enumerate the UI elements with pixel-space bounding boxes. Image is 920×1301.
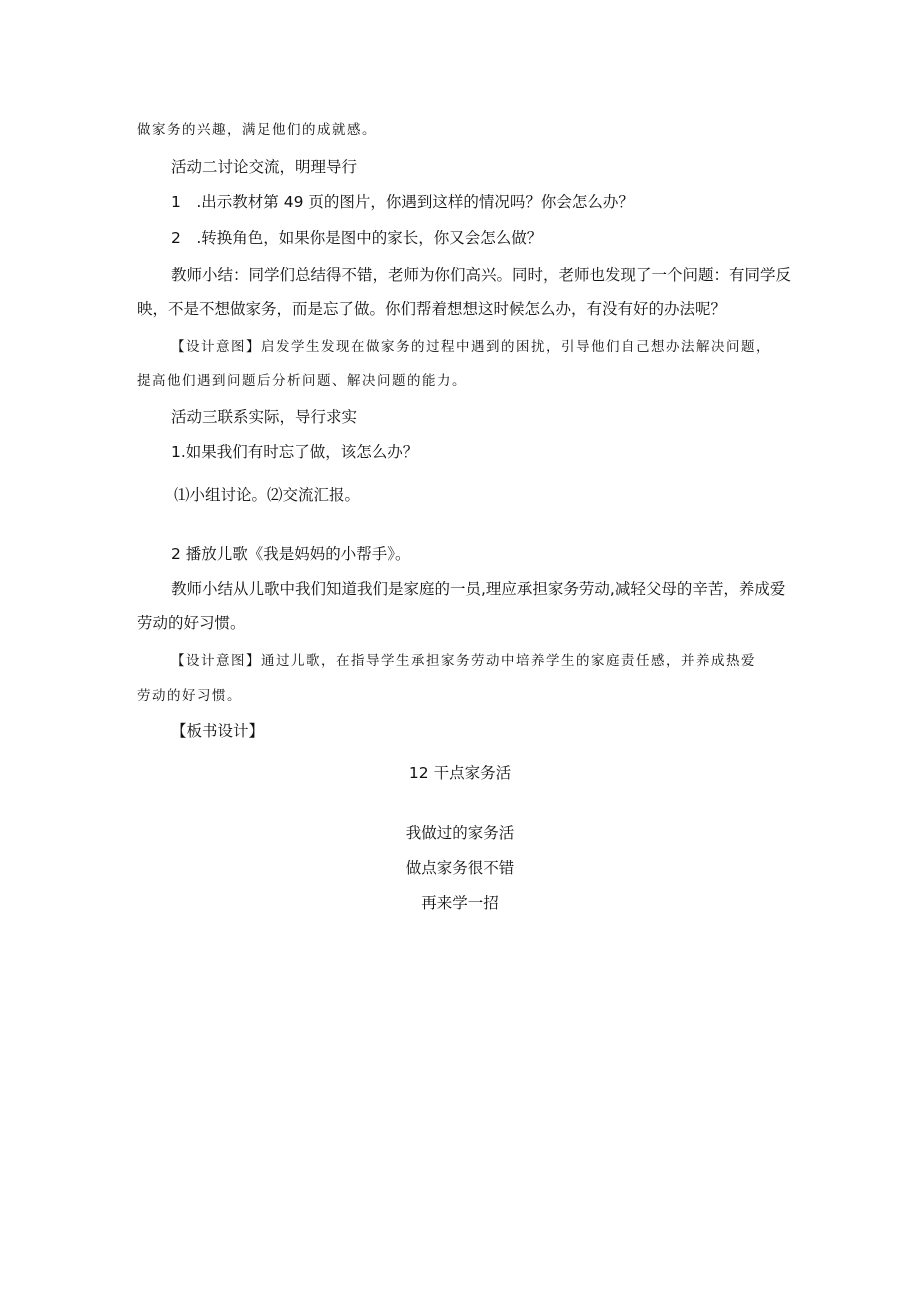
teacher-summary-2-line-1: 教师小结从儿歌中我们知道我们是家庭的一员,理应承担家务劳动,减轻父母的辛苦，养成爱 [171,580,786,598]
board-line-1: 我做过的家务活 [405,824,515,842]
activity-2-item-2: 2 .转换角色，如果你是图中的家长，你又会怎么做？ [171,229,543,247]
design-intent-2-line-1: 【设计意图】通过儿歌，在指导学生承担家务劳动中培养学生的家庭责任感，并养成热爱 [171,653,756,669]
board-line-3: 再来学一招 [421,894,499,912]
teacher-summary-2-line-2: 劳动的好习惯。 [137,614,246,632]
board-title: 12 干点家务活 [408,764,512,782]
activity-3-sub-steps: ⑴小组讨论。⑵交流汇报。 [174,486,361,504]
activity-3-item-1: 1.如果我们有时忘了做，该怎么办？ [171,443,419,461]
board-design-heading: 【板书设计】 [171,722,265,740]
activity-3-heading: 活动三联系实际，导行求实 [171,408,358,426]
teacher-summary-1-line-1: 教师小结：同学们总结得不错，老师为你们高兴。同时，老师也发现了一个问题：有同学反 [171,266,792,284]
design-intent-1-line-1: 【设计意图】启发学生发现在做家务的过程中遇到的困扰，引导他们自己想办法解决问题， [171,339,771,355]
paragraph-line: 做家务的兴趣，满足他们的成就感。 [137,122,377,138]
teacher-summary-1-line-2: 映，不是不想做家务，而是忘了做。你们帮着想想这时候怎么办，有没有好的办法呢？ [137,300,727,318]
activity-2-item-1: 1 .出示教材第 49 页的图片，你遇到这样的情况吗？你会怎么办？ [171,193,634,211]
board-line-2: 做点家务很不错 [405,859,515,877]
activity-3-item-2: 2 播放儿歌《我是妈妈的小帮手》。 [171,545,411,563]
activity-2-heading: 活动二讨论交流，明理导行 [171,158,358,176]
design-intent-1-line-2: 提高他们遇到问题后分析问题、解决问题的能力。 [137,373,467,389]
design-intent-2-line-2: 劳动的好习惯。 [137,688,242,704]
